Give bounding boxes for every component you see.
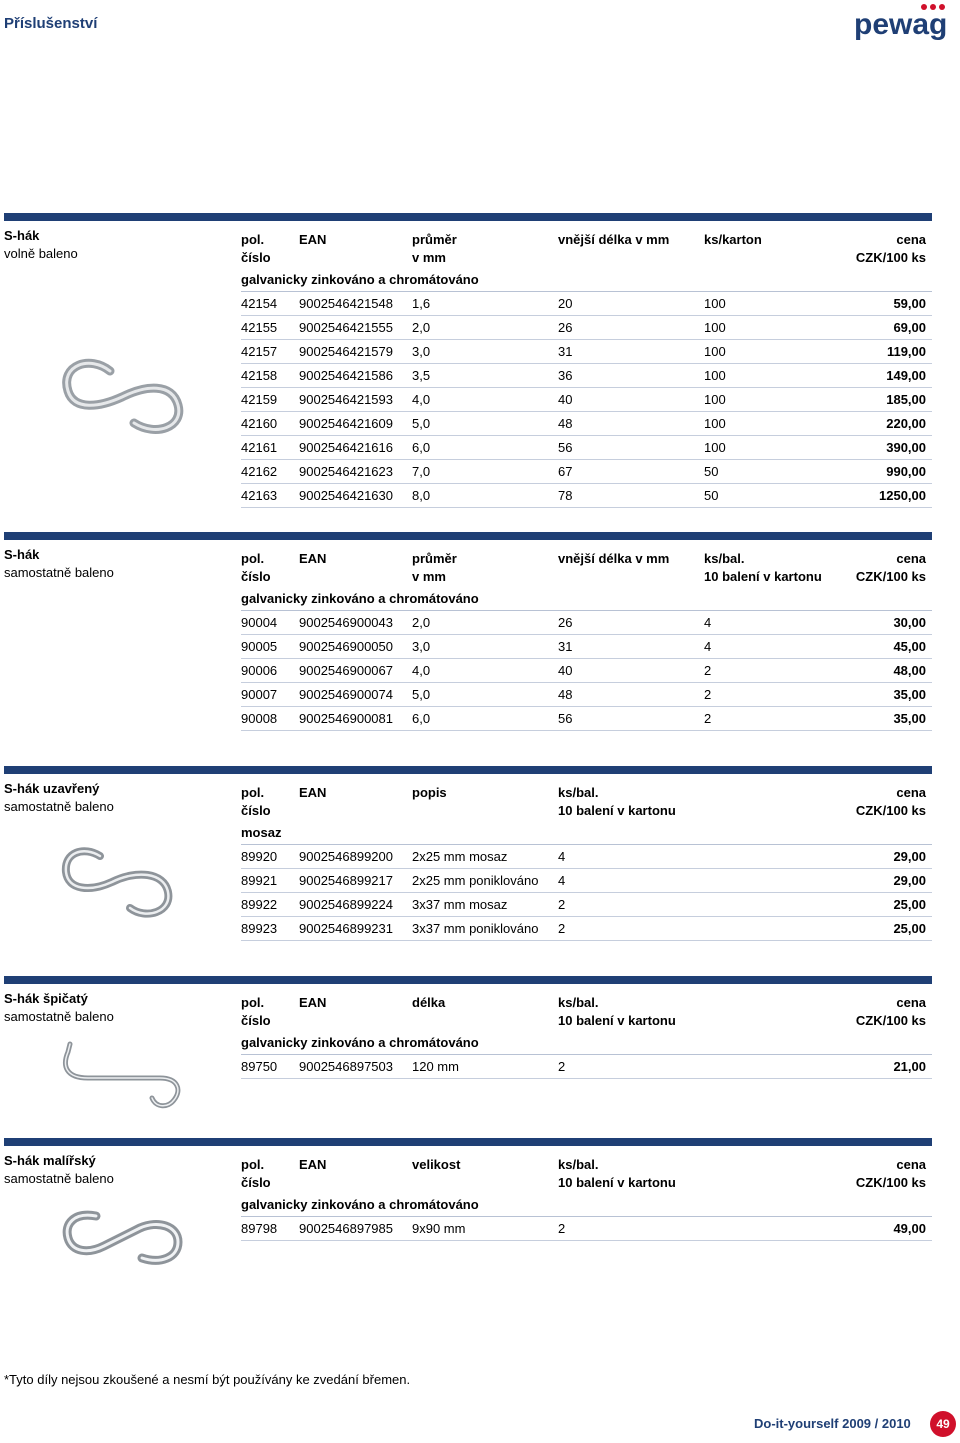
table-row bbox=[241, 707, 932, 731]
price-cell: 29,00 bbox=[893, 849, 926, 864]
table-cell: 2,0 bbox=[412, 615, 431, 630]
table-cell: 9002546421548 bbox=[299, 296, 393, 311]
price-cell: 48,00 bbox=[893, 663, 926, 678]
col-ean: EAN bbox=[299, 232, 327, 247]
col-qty: ks/bal. 10 balení v kartonu bbox=[558, 1157, 676, 1190]
table-cell: 90007 bbox=[241, 687, 278, 702]
col-ean: EAN bbox=[299, 995, 327, 1010]
section-s-hook-painter bbox=[0, 1138, 932, 1278]
price-cell: 25,00 bbox=[893, 921, 926, 936]
section-title-text: S-hák špičatý bbox=[4, 991, 88, 1006]
table-cell: 2x25 mm poniklováno bbox=[412, 873, 539, 888]
price-cell: 1250,00 bbox=[879, 488, 926, 503]
table-cell: 40 bbox=[558, 392, 573, 407]
table-cell: 4 bbox=[704, 639, 712, 654]
col-pol: pol. číslo bbox=[241, 551, 271, 584]
col-length: délka bbox=[412, 995, 446, 1010]
table-row bbox=[241, 1217, 932, 1241]
price-cell: 49,00 bbox=[893, 1221, 926, 1236]
price-cell: 390,00 bbox=[886, 440, 926, 455]
table-cell: 42158 bbox=[241, 368, 278, 383]
table-row bbox=[241, 869, 932, 893]
group-label: galvanicky zinkováno a chromátováno bbox=[241, 269, 932, 292]
table-cell: 3x37 mm poniklováno bbox=[412, 921, 539, 936]
group-label: galvanicky zinkováno a chromátováno bbox=[241, 588, 932, 611]
table-cell: 90008 bbox=[241, 711, 278, 726]
table-cell: 20 bbox=[558, 296, 573, 311]
table-cell: 42161 bbox=[241, 440, 278, 455]
table-cell: 9x90 mm bbox=[412, 1221, 466, 1236]
col-qty: ks/karton bbox=[704, 232, 762, 247]
s-hook-image bbox=[60, 353, 185, 438]
col-outer-length: vnější délka v mm bbox=[558, 551, 670, 566]
section-title bbox=[4, 546, 114, 582]
table-cell: 42154 bbox=[241, 296, 278, 311]
section-bar bbox=[4, 976, 932, 984]
table-row bbox=[241, 845, 932, 869]
price-cell: 45,00 bbox=[893, 639, 926, 654]
section-subtitle-text: samostatně baleno bbox=[4, 1171, 114, 1186]
table-cell: 90005 bbox=[241, 639, 278, 654]
price-cell: 21,00 bbox=[893, 1059, 926, 1074]
table-cell: 3x37 mm mosaz bbox=[412, 897, 508, 912]
table-cell: 26 bbox=[558, 320, 573, 335]
pewag-logo bbox=[852, 2, 956, 42]
table-cell: 9002546421616 bbox=[299, 440, 393, 455]
section-s-hook-loose bbox=[0, 213, 932, 508]
group-label: galvanicky zinkováno a chromátováno bbox=[241, 1194, 932, 1217]
section-subtitle-text: volně baleno bbox=[4, 246, 78, 261]
table-cell: 9002546421579 bbox=[299, 344, 393, 359]
pointed-s-hook-image bbox=[60, 1038, 185, 1114]
col-size: velikost bbox=[412, 1157, 461, 1172]
col-diameter: průměr v mm bbox=[412, 232, 457, 265]
table-cell: 42160 bbox=[241, 416, 278, 431]
table-cell: 67 bbox=[558, 464, 573, 479]
price-cell: 30,00 bbox=[893, 615, 926, 630]
col-ean: EAN bbox=[299, 1157, 327, 1172]
table-row bbox=[241, 364, 932, 388]
table-cell: 31 bbox=[558, 639, 573, 654]
section-bar bbox=[4, 213, 932, 221]
table-cell: 2 bbox=[704, 711, 712, 726]
table-cell: 5,0 bbox=[412, 687, 431, 702]
table-row bbox=[241, 1055, 932, 1079]
table-cell: 2 bbox=[558, 921, 566, 936]
table-cell: 56 bbox=[558, 711, 573, 726]
section-subtitle-text: samostatně baleno bbox=[4, 799, 114, 814]
table-cell: 56 bbox=[558, 440, 573, 455]
section-subtitle-text: samostatně baleno bbox=[4, 1009, 114, 1024]
col-qty: ks/bal. 10 balení v kartonu bbox=[558, 995, 676, 1028]
table-row bbox=[241, 292, 932, 316]
col-ean: EAN bbox=[299, 785, 327, 800]
table-row bbox=[241, 659, 932, 683]
table-cell: 100 bbox=[704, 416, 726, 431]
section-bar bbox=[4, 766, 932, 774]
table-row bbox=[241, 484, 932, 508]
table-cell: 9002546900074 bbox=[299, 687, 393, 702]
table-cell: 1,6 bbox=[412, 296, 431, 311]
table-row bbox=[241, 436, 932, 460]
table-cell: 2 bbox=[558, 1221, 566, 1236]
table-cell: 4,0 bbox=[412, 663, 431, 678]
table-cell: 31 bbox=[558, 344, 573, 359]
table-row bbox=[241, 412, 932, 436]
section-title-text: S-hák uzavřený bbox=[4, 781, 100, 796]
table-row bbox=[241, 460, 932, 484]
table-cell: 2x25 mm mosaz bbox=[412, 849, 508, 864]
col-ean: EAN bbox=[299, 551, 327, 566]
table-cell: 9002546421623 bbox=[299, 464, 393, 479]
table-cell: 9002546899231 bbox=[299, 921, 393, 936]
section-s-hook-single bbox=[0, 532, 932, 732]
table-cell: 9002546421630 bbox=[299, 488, 393, 503]
table-cell: 89750 bbox=[241, 1059, 278, 1074]
table-cell: 100 bbox=[704, 392, 726, 407]
table-row bbox=[241, 917, 932, 941]
col-diameter: průměr v mm bbox=[412, 551, 457, 584]
footer-catalog-label: Do-it-yourself 2009 / 2010 bbox=[754, 1416, 911, 1431]
section-title-text: S-hák bbox=[4, 547, 40, 562]
table-cell: 26 bbox=[558, 615, 573, 630]
section-title bbox=[4, 990, 114, 1026]
table-cell: 40 bbox=[558, 663, 573, 678]
table-cell: 36 bbox=[558, 368, 573, 383]
closed-s-hook-image bbox=[60, 842, 175, 922]
table-cell: 6,0 bbox=[412, 440, 431, 455]
table-cell: 9002546897503 bbox=[299, 1059, 393, 1074]
table-row bbox=[241, 893, 932, 917]
section-subtitle-text: samostatně baleno bbox=[4, 565, 114, 580]
group-label: mosaz bbox=[241, 822, 932, 845]
table-cell: 3,0 bbox=[412, 344, 431, 359]
table-cell: 89798 bbox=[241, 1221, 278, 1236]
table-cell: 4,0 bbox=[412, 392, 431, 407]
section-title-text: S-hák malířský bbox=[4, 1153, 96, 1168]
section-bar bbox=[4, 1138, 932, 1146]
table-cell: 8,0 bbox=[412, 488, 431, 503]
table-cell: 100 bbox=[704, 320, 726, 335]
col-pol: pol. číslo bbox=[241, 785, 271, 818]
price-cell: 59,00 bbox=[893, 296, 926, 311]
col-price: cena CZK/100 ks bbox=[855, 551, 926, 584]
price-cell: 220,00 bbox=[886, 416, 926, 431]
table-cell: 7,0 bbox=[412, 464, 431, 479]
table-cell: 9002546900067 bbox=[299, 663, 393, 678]
table-cell: 89920 bbox=[241, 849, 278, 864]
painter-s-hook-image bbox=[60, 1208, 185, 1268]
table-cell: 3,5 bbox=[412, 368, 431, 383]
table-cell: 4 bbox=[558, 873, 566, 888]
table-cell: 9002546899200 bbox=[299, 849, 393, 864]
table-row bbox=[241, 635, 932, 659]
table-cell: 100 bbox=[704, 440, 726, 455]
table-cell: 120 mm bbox=[412, 1059, 459, 1074]
table-cell: 9002546421593 bbox=[299, 392, 393, 407]
table-cell: 50 bbox=[704, 488, 719, 503]
col-qty: ks/bal. 10 balení v kartonu bbox=[704, 551, 822, 584]
col-price: cena CZK/100 ks bbox=[855, 1157, 926, 1190]
table-row bbox=[241, 611, 932, 635]
table-cell: 42162 bbox=[241, 464, 278, 479]
table-cell: 4 bbox=[704, 615, 712, 630]
price-cell: 69,00 bbox=[893, 320, 926, 335]
section-s-hook-pointed bbox=[0, 976, 932, 1116]
table-cell: 89922 bbox=[241, 897, 278, 912]
table-cell: 89923 bbox=[241, 921, 278, 936]
table-cell: 2 bbox=[558, 897, 566, 912]
page-title: Příslušenství bbox=[4, 15, 98, 32]
table-cell: 78 bbox=[558, 488, 573, 503]
table-cell: 50 bbox=[704, 464, 719, 479]
table-cell: 42159 bbox=[241, 392, 278, 407]
table-cell: 9002546900081 bbox=[299, 711, 393, 726]
table-cell: 5,0 bbox=[412, 416, 431, 431]
table-cell: 9002546899224 bbox=[299, 897, 393, 912]
col-pol: pol. číslo bbox=[241, 232, 271, 265]
col-outer-length: vnější délka v mm bbox=[558, 232, 670, 247]
table-cell: 2 bbox=[704, 663, 712, 678]
price-cell: 149,00 bbox=[886, 368, 926, 383]
table-cell: 2,0 bbox=[412, 320, 431, 335]
logo-text: pewag bbox=[854, 8, 948, 41]
price-cell: 35,00 bbox=[893, 711, 926, 726]
table-cell: 100 bbox=[704, 368, 726, 383]
table-cell: 90006 bbox=[241, 663, 278, 678]
section-title-text: S-hák bbox=[4, 228, 40, 243]
table-cell: 42163 bbox=[241, 488, 278, 503]
table-cell: 100 bbox=[704, 296, 726, 311]
section-title bbox=[4, 227, 78, 263]
table-row bbox=[241, 388, 932, 412]
price-cell: 29,00 bbox=[893, 873, 926, 888]
table-cell: 9002546421609 bbox=[299, 416, 393, 431]
section-bar bbox=[4, 532, 932, 540]
table-cell: 6,0 bbox=[412, 711, 431, 726]
table-cell: 3,0 bbox=[412, 639, 431, 654]
price-cell: 35,00 bbox=[893, 687, 926, 702]
section-title bbox=[4, 1152, 114, 1188]
col-price: cena CZK/100 ks bbox=[855, 995, 926, 1028]
footnote: *Tyto díly nejsou zkoušené a nesmí být používány ke zvedání břemen. bbox=[4, 1372, 411, 1387]
price-cell: 25,00 bbox=[893, 897, 926, 912]
table-cell: 4 bbox=[558, 849, 566, 864]
table-cell: 89921 bbox=[241, 873, 278, 888]
col-pol: pol. číslo bbox=[241, 1157, 271, 1190]
col-qty: ks/bal. 10 balení v kartonu bbox=[558, 785, 676, 818]
table-cell: 42157 bbox=[241, 344, 278, 359]
table-row bbox=[241, 316, 932, 340]
table-row bbox=[241, 340, 932, 364]
col-price: cena CZK/100 ks bbox=[855, 785, 926, 818]
table-cell: 9002546900050 bbox=[299, 639, 393, 654]
col-pol: pol. číslo bbox=[241, 995, 271, 1028]
price-cell: 990,00 bbox=[886, 464, 926, 479]
price-cell: 185,00 bbox=[886, 392, 926, 407]
table-cell: 2 bbox=[558, 1059, 566, 1074]
col-price: cena CZK/100 ks bbox=[855, 232, 926, 265]
table-cell: 48 bbox=[558, 687, 573, 702]
table-cell: 42155 bbox=[241, 320, 278, 335]
price-cell: 119,00 bbox=[886, 344, 926, 359]
page-number-badge: 49 bbox=[930, 1411, 956, 1437]
table-cell: 9002546899217 bbox=[299, 873, 393, 888]
table-cell: 2 bbox=[704, 687, 712, 702]
table-cell: 9002546897985 bbox=[299, 1221, 393, 1236]
table-cell: 9002546421555 bbox=[299, 320, 393, 335]
section-title bbox=[4, 780, 114, 816]
table-cell: 90004 bbox=[241, 615, 278, 630]
group-label: galvanicky zinkováno a chromátováno bbox=[241, 1032, 932, 1055]
section-s-hook-closed bbox=[0, 766, 932, 946]
col-description: popis bbox=[412, 785, 447, 800]
table-cell: 100 bbox=[704, 344, 726, 359]
table-row bbox=[241, 683, 932, 707]
table-cell: 9002546900043 bbox=[299, 615, 393, 630]
table-cell: 9002546421586 bbox=[299, 368, 393, 383]
table-cell: 48 bbox=[558, 416, 573, 431]
